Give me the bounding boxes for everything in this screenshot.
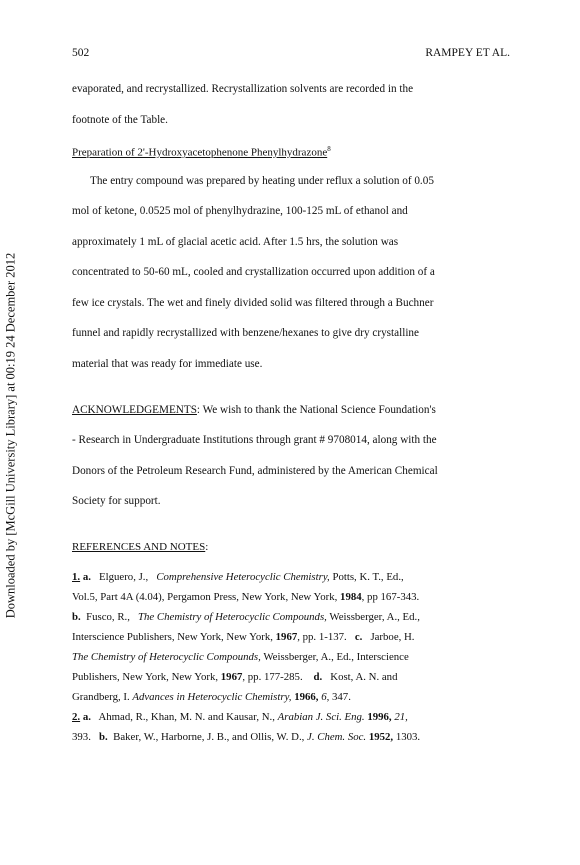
ref-2b-label: b. xyxy=(99,731,108,743)
section-title-text: Preparation of 2'-Hydroxyacetophenone Phenylhydrazone xyxy=(72,146,328,159)
body-line-1: evaporated, and recrystallized. Recrystallization solvents are recorded in the xyxy=(72,83,414,95)
ref-1a-publisher: Vol.5, Part 4A (4.04), Pergamon Press, New York, New York, xyxy=(72,591,338,603)
ref-1d-pages: 347. xyxy=(332,691,351,703)
ref-1b-label: b. xyxy=(72,611,81,623)
ref-1d-title: Advances in Heterocyclic Chemistry, xyxy=(132,691,292,703)
ref-1a-title: Comprehensive Heterocyclic Chemistry, xyxy=(156,571,330,583)
prep-line-2: mol of ketone, 0.0525 mol of phenylhydrazine, 100-125 mL of ethanol and xyxy=(72,205,408,217)
ref-1b-title: The Chemistry of Heterocyclic Compounds, xyxy=(138,611,327,623)
page-header xyxy=(72,47,510,59)
ack-line-1 xyxy=(72,403,436,417)
body-line-2: footnote of the Table. xyxy=(72,114,168,126)
ref-1c-title: The Chemistry of Heterocyclic Compounds, xyxy=(72,651,261,663)
ref-1c-line-2 xyxy=(72,650,409,664)
ref-1b-line-1 xyxy=(72,610,420,624)
ref-1d-authors: Kost, A. N. and xyxy=(330,671,398,683)
ack-line-3: Donors of the Petroleum Research Fund, administered by the American Chemical xyxy=(72,465,438,477)
ref-2a-authors: Ahmad, R., Khan, M. N. and Kausar, N., xyxy=(98,711,275,723)
ref-1a-line-1 xyxy=(72,570,404,584)
ref-1b-authors: Fusco, R., xyxy=(86,611,130,623)
ref-2a-line-1 xyxy=(72,710,408,724)
ref-2a-label: a. xyxy=(82,711,91,723)
ref-1d-authors-cont: Grandberg, I. xyxy=(72,691,130,703)
ref-1a-label: a. xyxy=(82,571,91,583)
ref-1a-editors: Potts, K. T., Ed., xyxy=(332,571,404,583)
download-watermark-text: Downloaded by [McGill University Library] at 00:19 24 December 2012 xyxy=(3,252,18,618)
ref-2b-pages: 1303. xyxy=(395,731,421,743)
prep-line-3: approximately 1 mL of glacial acetic acid. After 1.5 hrs, the solution was xyxy=(72,236,399,248)
ref-1a-authors: Elguero, J., xyxy=(99,571,149,583)
references-heading-colon: : xyxy=(205,541,209,553)
ref-1b-publisher: Interscience Publishers, New York, New York, xyxy=(72,631,273,643)
running-head: RAMPEY ET AL. xyxy=(425,47,510,59)
ref-1b-line-2 xyxy=(72,630,415,644)
ref-1c-publisher: Publishers, New York, New York, xyxy=(72,671,219,683)
ack-heading: ACKNOWLEDGEMENTS xyxy=(72,404,197,416)
references-heading-text: REFERENCES AND NOTES xyxy=(72,541,206,553)
ref-1c-editors: Weissberger, A., Ed., Interscience xyxy=(263,651,409,663)
prep-line-4: concentrated to 50-60 mL, cooled and crystallization occurred upon addition of a xyxy=(72,266,435,278)
ref-2-number: 2. xyxy=(72,711,81,723)
ref-2a-pages: 393. xyxy=(72,731,91,743)
prep-line-5: few ice crystals. The wet and finely divided solid was filtered through a Buchner xyxy=(72,297,434,309)
ref-2a-year: 1996, xyxy=(367,711,392,723)
ref-2b-journal: J. Chem. Soc. xyxy=(307,731,367,743)
prep-line-1: The entry compound was prepared by heating under reflux a solution of 0.05 xyxy=(90,175,434,187)
ref-1c-label: c. xyxy=(354,631,363,643)
ref-1d-volume: 6, xyxy=(321,691,330,703)
references-heading xyxy=(72,540,208,554)
ref-1c-line-3 xyxy=(72,670,397,684)
ref-2b-authors: Baker, W., Harborne, J. B., and Ollis, W. D., xyxy=(113,731,305,743)
ref-2b-line-1 xyxy=(72,730,420,744)
ack-line-2: - Research in Undergraduate Institutions through grant # 9708014, along with the xyxy=(72,434,437,446)
ref-1b-editors: Weissberger, A., Ed., xyxy=(329,611,420,623)
ref-1-number: 1. xyxy=(72,571,81,583)
ref-1d-year: 1966, xyxy=(294,691,319,703)
ref-2a-journal: Arabian J. Sci. Eng. xyxy=(277,711,365,723)
ref-1b-year: 1967 xyxy=(275,631,298,643)
ref-1c-pages: , pp. 177-285. xyxy=(242,671,303,683)
ref-1d-line-2 xyxy=(72,690,351,704)
section-title xyxy=(72,142,331,160)
ref-1a-year: 1984 xyxy=(340,591,362,603)
download-watermark xyxy=(2,240,20,630)
prep-line-7: material that was ready for immediate use. xyxy=(72,358,263,370)
page-number: 502 xyxy=(72,47,90,59)
ack-line-4: Society for support. xyxy=(72,495,161,507)
ref-1c-year: 1967 xyxy=(220,671,243,683)
ref-1a-line-2 xyxy=(72,590,419,604)
ref-2b-year: 1952, xyxy=(368,731,394,743)
prep-line-6: funnel and rapidly recrystallized with benzene/hexanes to give dry crystalline xyxy=(72,327,419,339)
ref-1b-pages: , pp. 1-137. xyxy=(297,631,347,643)
ack-text-1: : We wish to thank the National Science Foundation's xyxy=(196,404,436,416)
section-title-footnote: 8 xyxy=(327,145,331,153)
ref-1c-authors: Jarboe, H. xyxy=(370,631,415,643)
ref-2a-volume: 21, xyxy=(394,711,408,723)
ref-1a-pages: , pp 167-343. xyxy=(361,591,420,603)
ref-1d-label: d. xyxy=(313,671,323,683)
